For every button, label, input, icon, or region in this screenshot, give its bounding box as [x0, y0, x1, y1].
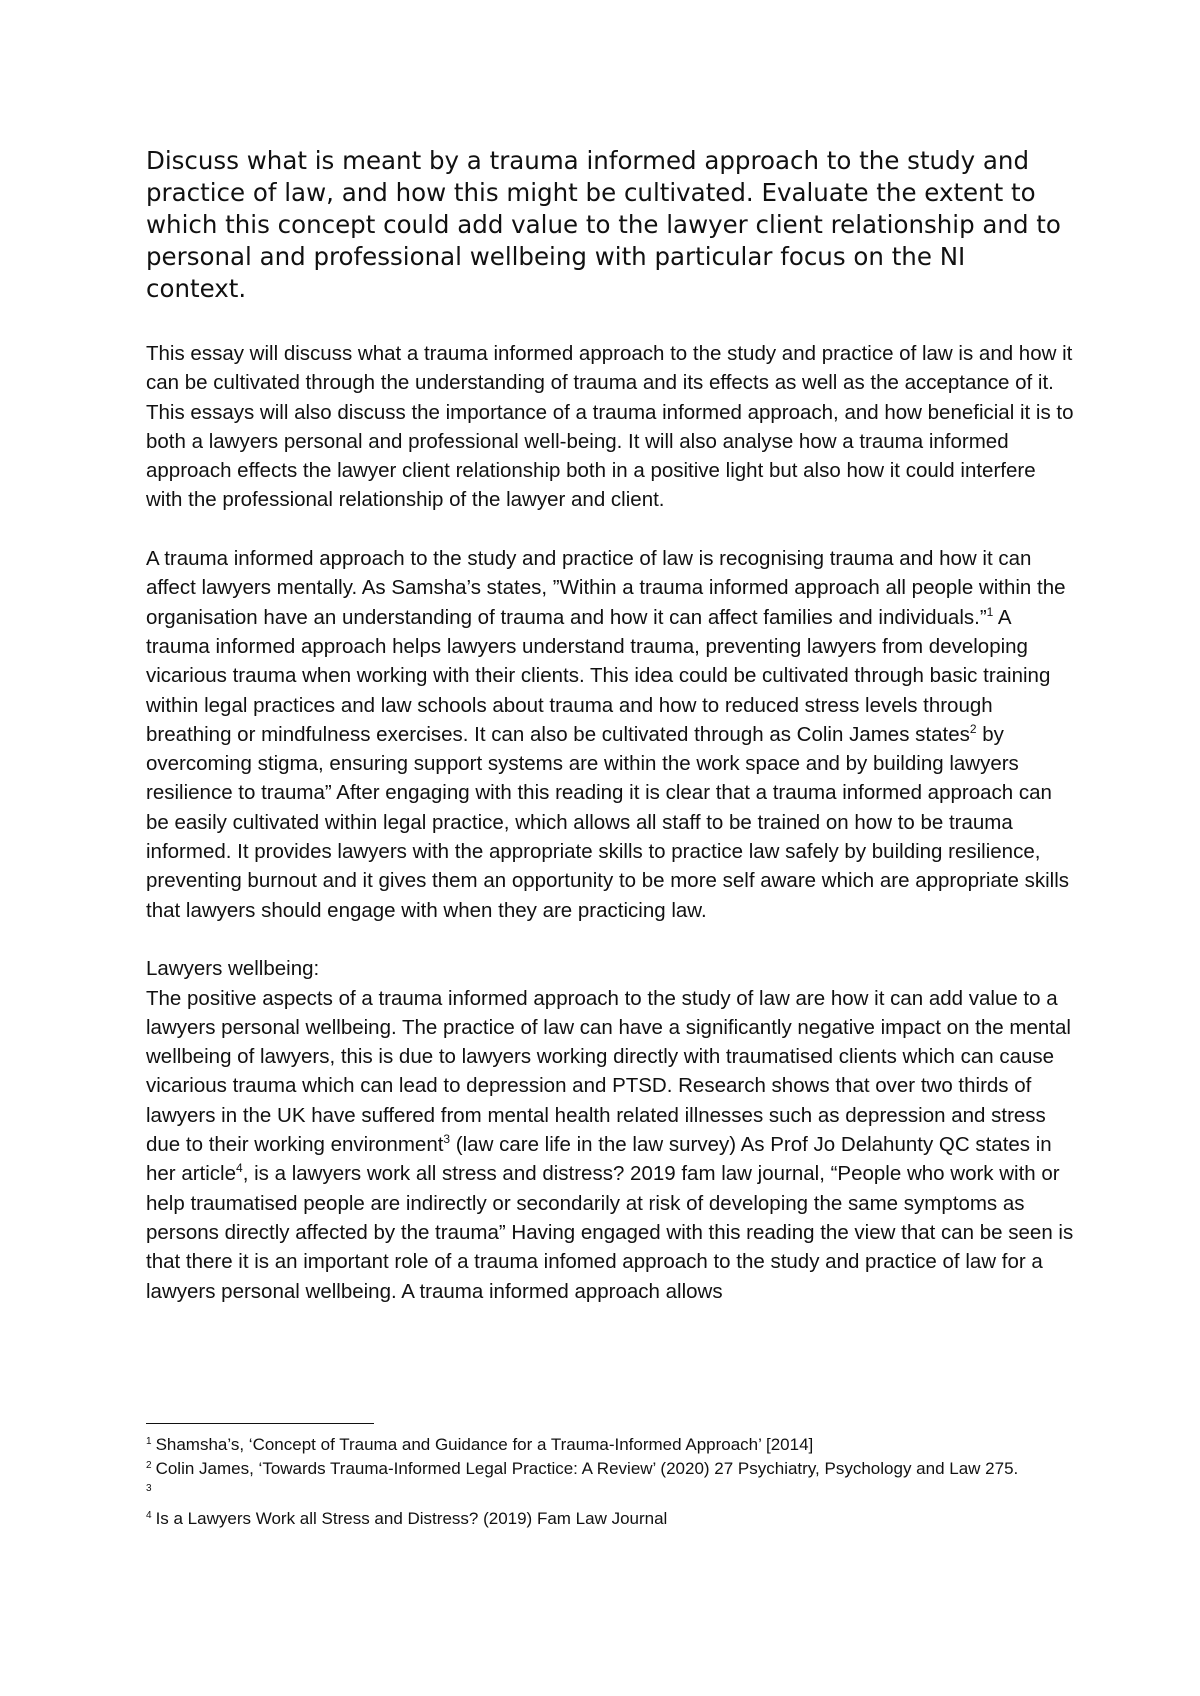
section-heading: Lawyers wellbeing:: [146, 957, 320, 981]
trauma-approach-paragraph: [146, 544, 1076, 925]
footnote-number: 2: [146, 1459, 152, 1471]
footnotes: [146, 1433, 1076, 1531]
footnote-text: Shamsha’s, ‘Concept of Trauma and Guidance for a Trauma-Informed Approach’ [2014]: [155, 1435, 814, 1454]
footnote-number: 1: [146, 1436, 152, 1447]
footnote-text: Is a Lawyers Work all Stress and Distress? (2019) Fam Law Journal: [155, 1509, 668, 1528]
essay-question-title: Discuss what is meant by a trauma informed approach to the study and practice of law, and how this might be cultivated. Evaluate the extent to which this concept could add value to the lawyer client relationship and to personal and professional wellbeing with particular focus on the NI context.: [146, 146, 1061, 303]
footnote-ref-4[interactable]: 4: [236, 1161, 243, 1176]
footnote-ref-2[interactable]: 2: [969, 721, 977, 736]
paragraph-text: A trauma informed approach to the study and practice of law is recognising trauma and how it can affect lawyers mentally. As Samsha’s states, ”Within a trauma informed approach all people within the organisation have an understanding of trauma and how it can affect families and individuals.”: [146, 547, 1066, 629]
essay-body: [146, 339, 1076, 1306]
footnote-item: [146, 1480, 1076, 1507]
wellbeing-paragraph: [146, 984, 1076, 1306]
paragraph-text: by overcoming stigma, ensuring support systems are within the work space and by building lawyers resilience to trauma” After engaging with this reading it is clear that a trauma informed approach can be easily cultivated within legal practice, which allows all staff to be trained on how to be trauma informed. It provides lawyers with the appropriate skills to practice law safely by building resilience, preventing burnout and it gives them an opportunity to be more self aware which are appropriate skills that lawyers should engage with when they are practicing law.: [146, 722, 1070, 922]
footnote-separator: [146, 1423, 374, 1424]
paragraph-spacer: [146, 515, 1076, 544]
footnote-item: [146, 1457, 1076, 1481]
footnote-number: 4: [146, 1510, 152, 1521]
footnote-item: [146, 1433, 1076, 1457]
footnote-text: Colin James, ‘Towards Trauma-Informed Legal Practice: A Review’ (2020) 27 Psychiatry, Psychology and Law 275.: [155, 1458, 1019, 1478]
intro-paragraph: This essay will discuss what a trauma informed approach to the study and practice of law is and how it can be cultivated through the understanding of trauma and its effects as well as the acceptance of it. This essays will also discuss the importance of a trauma informed approach, and how beneficial it is to both a lawyers personal and professional well-being. It will also analyse how a trauma informed approach effects the lawyer client relationship both in a positive light but also how it could interfere with the professional relationship of the lawyer and client.: [146, 342, 1074, 512]
footnote-ref-3[interactable]: 3: [443, 1132, 451, 1147]
paragraph-spacer: [146, 925, 1076, 954]
paragraph-text: A trauma informed approach helps lawyers understand trauma, preventing lawyers from developing vicarious trauma when working with their clients. This idea could be cultivated through basic training within legal practices and law schools about trauma and how to reduced stress levels through breathing or mindfulness exercises. It can also be cultivated through as Colin James states: [146, 605, 1051, 746]
footnote-item: [146, 1507, 1076, 1531]
footnote-number: 3: [146, 1483, 152, 1494]
paragraph-text: , is a lawyers work all stress and distress? 2019 fam law journal, “People who work with or help traumatised people are indirectly or secondarily at risk of developing the same symptoms as persons directly affected by the trauma” Having engaged with this reading the view that can be seen is that there it is an important role of a trauma infomed approach to the study and practice of law for a lawyers personal wellbeing. A trauma informed approach allows: [146, 1162, 1074, 1303]
paragraph-text: The positive aspects of a trauma informed approach to the study of law are how it can add value to a lawyers personal wellbeing. The practice of law can have a significantly negative impact on the mental wellbeing of lawyers, this is due to lawyers working directly with traumatised clients which can cause vicarious trauma which can lead to depression and PTSD. Research shows that over two thirds of lawyers in the UK have suffered from mental health related illnesses such as depression and stress due to their working environment: [146, 986, 1071, 1157]
paragraph-text: (law care life in the law survey) As Prof Jo Delahunty QC states in her article: [146, 1133, 1052, 1186]
footnote-ref-1[interactable]: 1: [986, 604, 994, 619]
